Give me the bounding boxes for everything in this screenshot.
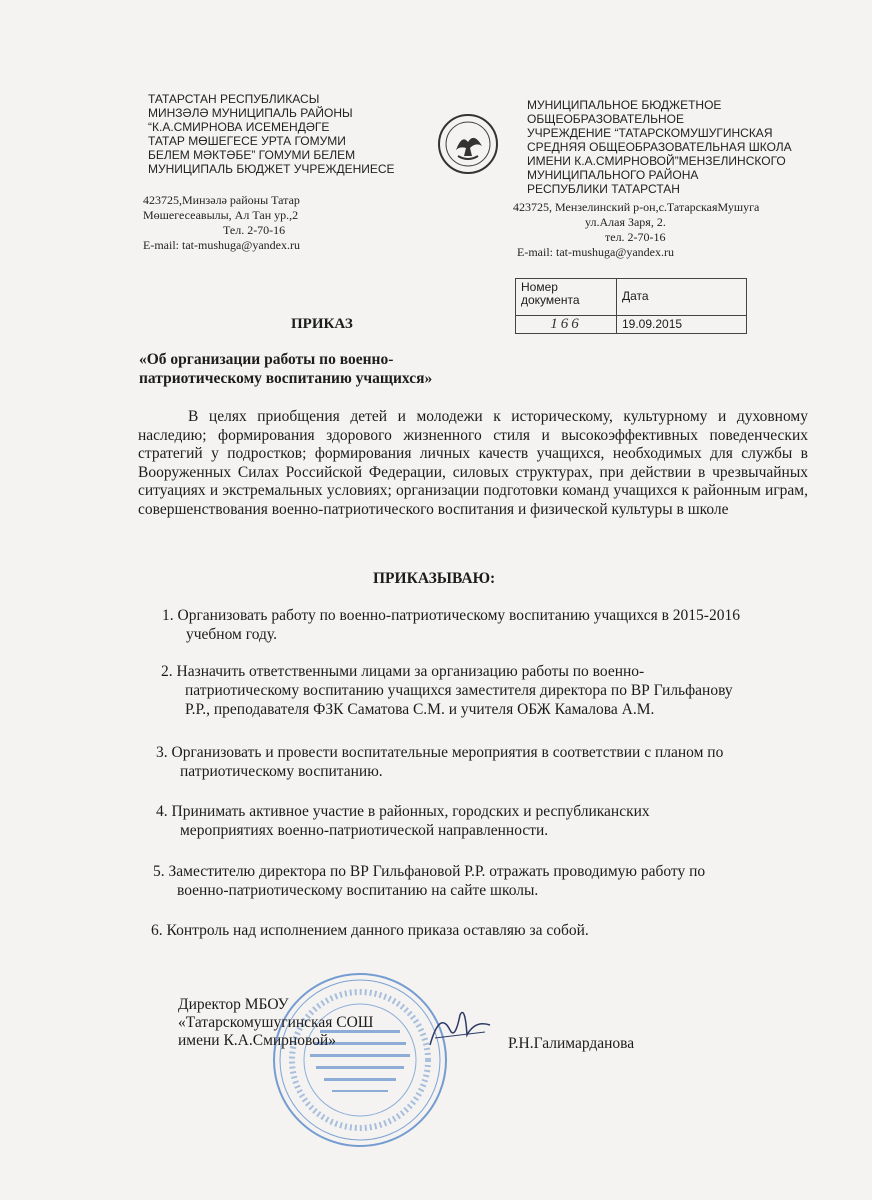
document-number-table bbox=[515, 278, 747, 334]
order-item-2 bbox=[161, 662, 733, 719]
header-right-line: СРЕДНЯЯ ОБЩЕОБРАЗОВАТЕЛЬНАЯ ШКОЛА bbox=[527, 140, 792, 154]
header-left-line: МИНЗӘЛӘ МУНИЦИПАЛЬ РАЙОНЫ bbox=[148, 106, 353, 120]
address-line: Тел. 2-70-16 bbox=[223, 223, 286, 237]
item-text: 2. Назначить ответственными лицами за организацию работы по военно- bbox=[161, 663, 645, 680]
order-command: ПРИКАЗЫВАЮ: bbox=[373, 570, 496, 587]
address-line: тел. 2-70-16 bbox=[605, 230, 666, 244]
header-right bbox=[527, 98, 792, 196]
item-text: 1. Организовать работу по военно-патриотическому воспитанию учащихся в 2015-2016 bbox=[162, 607, 740, 624]
header-left-line: БЕЛЕМ МӘКТӘБЕ” ГОМУМИ БЕЛЕМ bbox=[148, 148, 356, 162]
tatarstan-emblem-icon bbox=[436, 112, 500, 176]
header-left-line: ТАТАРСТАН РЕСПУБЛИКАСЫ bbox=[148, 92, 320, 106]
item-text: патриотическому воспитанию учащихся заместителя директора по ВР Гильфанову bbox=[185, 682, 733, 699]
header-left-line: МУНИЦИПАЛЬ БЮДЖЕТ УЧРЕЖДЕНИЕСЕ bbox=[148, 162, 395, 176]
subject-line: патриотическому воспитанию учащихся» bbox=[139, 370, 433, 387]
signatory-school-name: имени К.А.Смирновой» bbox=[178, 1032, 336, 1049]
address-line: E-mail: tat-mushuga@yandex.ru bbox=[517, 245, 675, 259]
order-item-3 bbox=[156, 743, 723, 781]
address-line: 423725, Мензелинский р-он,с.ТатарскаяМушуга bbox=[513, 200, 760, 214]
item-text: 5. Заместителю директора по ВР Гильфановой Р.Р. отражать проводимую работу по bbox=[153, 863, 706, 880]
signatory-name: Р.Н.Галимарданова bbox=[508, 1035, 635, 1052]
order-item-6 bbox=[151, 921, 589, 940]
header-right-address bbox=[513, 200, 759, 260]
signatory-position: Директор МБОУ bbox=[178, 996, 289, 1013]
address-line: 423725,Минзәлә районы Татар bbox=[143, 193, 300, 207]
doc-date-value: 19.09.2015 bbox=[617, 316, 747, 334]
header-right-line: МУНИЦИПАЛЬНОГО РАЙОНА bbox=[527, 168, 699, 182]
item-text: учебном году. bbox=[186, 626, 277, 643]
address-line: ул.Алая Заря, 2. bbox=[585, 215, 666, 229]
item-text: военно-патриотическому воспитанию на сайте школы. bbox=[177, 882, 539, 899]
header-left-address bbox=[143, 193, 300, 253]
doc-date-header: Дата bbox=[617, 279, 747, 316]
order-title: ПРИКАЗ bbox=[291, 316, 353, 332]
header-left bbox=[148, 92, 395, 176]
item-text: 3. Организовать и провести воспитательные мероприятия в соответствии с планом по bbox=[156, 744, 724, 761]
header-right-line: МУНИЦИПАЛЬНОЕ БЮДЖЕТНОЕ bbox=[527, 98, 722, 112]
doc-number-header: Номер документа bbox=[516, 279, 617, 316]
header-right-line: УЧРЕЖДЕНИЕ “ТАТАРСКОМУШУГИНСКАЯ bbox=[527, 126, 773, 140]
address-line: Мөшегесеавылы, Ал Тан ур.,2 bbox=[143, 208, 299, 222]
header-left-line: “К.А.СМИРНОВА ИСЕМЕНДӘГЕ bbox=[148, 120, 330, 134]
item-text: Р.Р., преподавателя ФЗК Саматова С.М. и учителя ОБЖ Камалова А.М. bbox=[185, 701, 655, 718]
order-item-1 bbox=[162, 606, 740, 644]
signatory-school: «Татарскомушугинская СОШ bbox=[178, 1014, 374, 1031]
order-item-5 bbox=[153, 862, 705, 900]
header-right-line: ИМЕНИ К.А.СМИРНОВОЙ”МЕНЗЕЛИНСКОГО bbox=[527, 154, 786, 168]
address-line: E-mail: tat-mushuga@yandex.ru bbox=[143, 238, 301, 252]
header-right-line: ОБЩЕОБРАЗОВАТЕЛЬНОЕ bbox=[527, 112, 684, 126]
order-item-4 bbox=[156, 802, 650, 840]
doc-number-value: 166 bbox=[516, 316, 617, 334]
item-text: 6. Контроль над исполнением данного приказа оставляю за собой. bbox=[151, 922, 589, 939]
item-text: 4. Принимать активное участие в районных, городских и республиканских bbox=[156, 803, 650, 820]
order-subject bbox=[139, 350, 432, 388]
item-text: патриотическому воспитанию. bbox=[180, 763, 383, 780]
subject-line: «Об организации работы по военно- bbox=[139, 351, 394, 368]
order-preamble: В целях приобщения детей и молодежи к историческому, культурному и духовному наследию; формирования здорового жизненного стиля и высокоэффективных поведенческих стратегий у подростков; формирования личных качеств учащихся, необходимых для службы в Вооруженных Силах Российской Федерации, силовых структурах, при действии в чрезвычайных ситуациях и экстремальных условиях; организации подготовки команд учащихся к районным играм, совершенствования военно-патриотического воспитания и физической культуры в школе bbox=[138, 408, 808, 518]
signature-block bbox=[178, 996, 373, 1050]
signature-icon bbox=[425, 1000, 495, 1055]
header-right-line: РЕСПУБЛИКИ ТАТАРСТАН bbox=[527, 182, 680, 196]
header-left-line: ТАТАР МӨШЕГЕСЕ УРТА ГОМУМИ bbox=[148, 134, 346, 148]
item-text: мероприятиях военно-патриотической направленности. bbox=[180, 822, 549, 839]
